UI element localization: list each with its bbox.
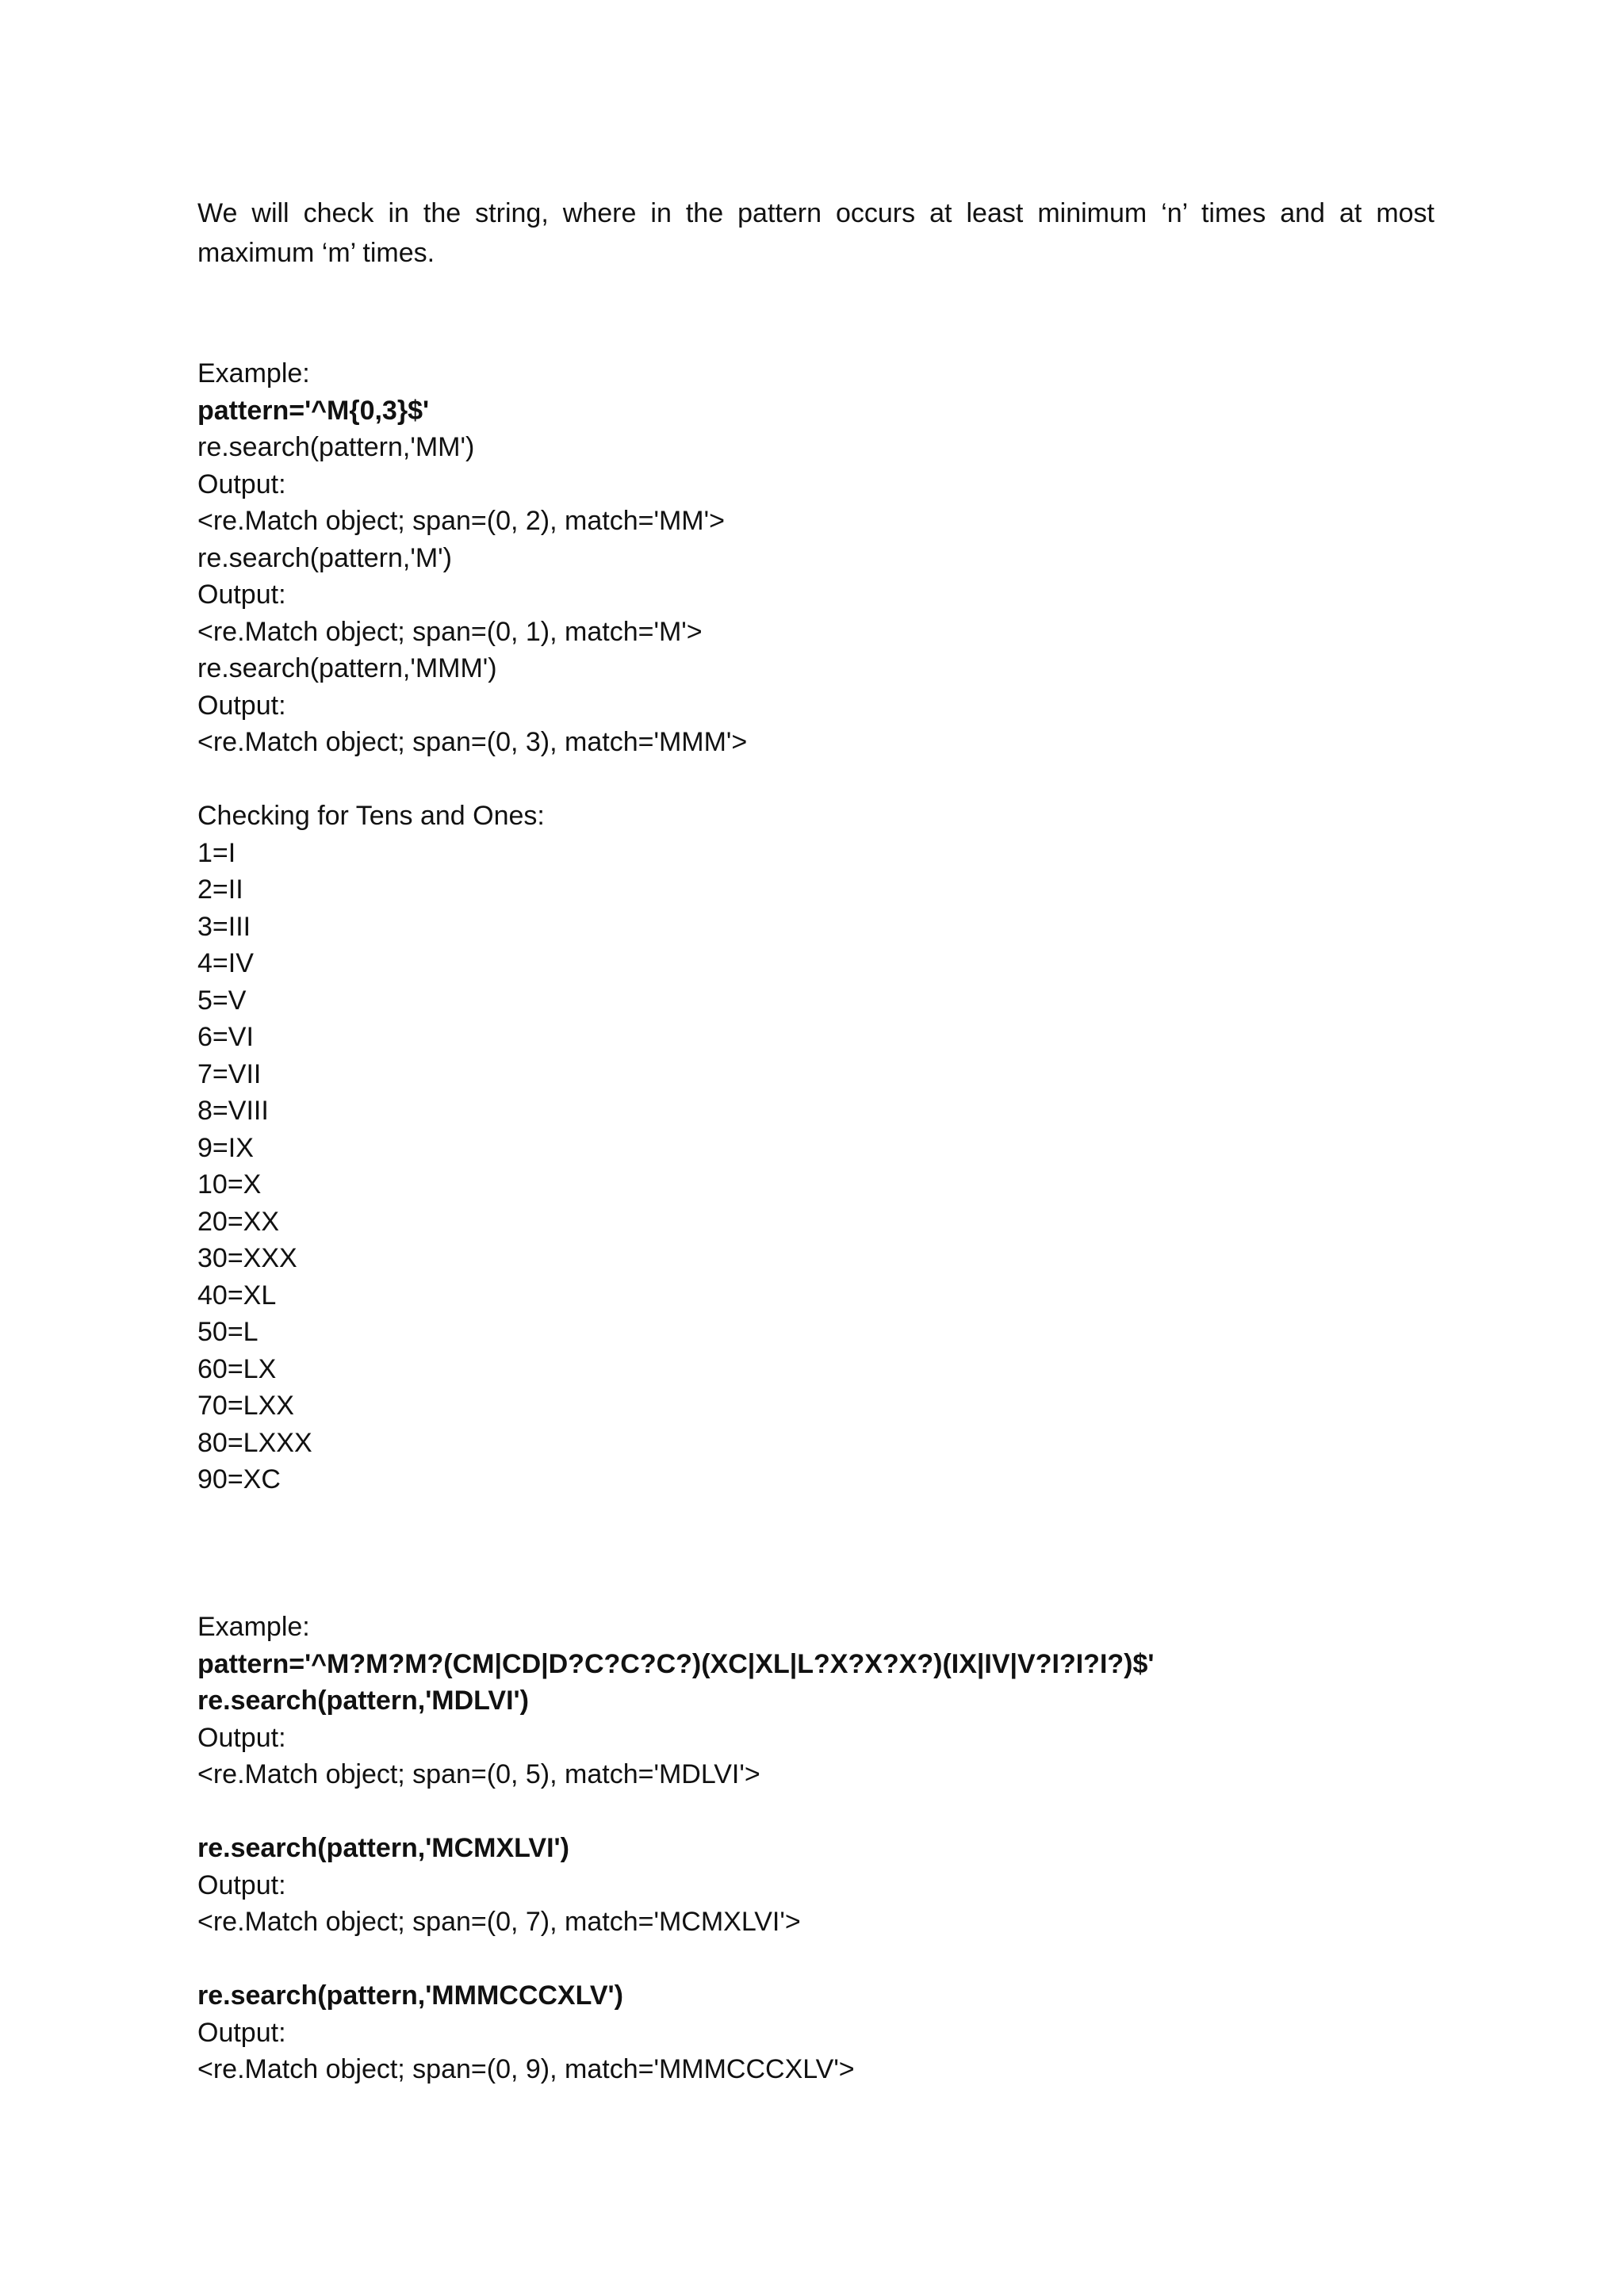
code-line: re.search(pattern,'M') <box>197 542 452 573</box>
example-heading: Example: <box>197 358 310 388</box>
numeral-item: 30=XXX <box>197 1243 297 1273</box>
pattern-line: pattern='^M?M?M?(CM|CD|D?C?C?C?)(XC|XL|L?X?X?X?)(IX|IV|V?I?I?I?)$' <box>197 1648 1155 1679</box>
output-label: Output: <box>197 2017 286 2048</box>
numeral-item: 10=X <box>197 1169 262 1200</box>
numerals-section <box>197 798 1434 1498</box>
search-call: re.search(pattern,'MDLVI') <box>197 1686 529 1716</box>
numeral-item: 80=LXXX <box>197 1427 312 1458</box>
output-result: <re.Match object; span=(0, 9), match='MMMCCCXLV'> <box>197 2054 855 2084</box>
numeral-item: 2=II <box>197 874 243 905</box>
page-content <box>197 193 1434 2088</box>
example-2 <box>197 1609 1434 2088</box>
output-result: <re.Match object; span=(0, 3), match='MMM'> <box>197 727 748 757</box>
example-1 <box>197 355 1434 761</box>
numeral-item: 8=VIII <box>197 1096 269 1126</box>
output-label: Output: <box>197 580 286 610</box>
numeral-item: 6=VI <box>197 1022 254 1052</box>
output-result: <re.Match object; span=(0, 5), match='MDLVI'> <box>197 1759 760 1789</box>
output-label: Output: <box>197 469 286 499</box>
code-line: re.search(pattern,'MM') <box>197 432 475 462</box>
numeral-item: 50=L <box>197 1317 259 1347</box>
search-call: re.search(pattern,'MCMXLVI') <box>197 1833 569 1863</box>
search-call: re.search(pattern,'MMMCCCXLV') <box>197 1980 623 2011</box>
numeral-item: 4=IV <box>197 948 254 978</box>
output-label: Output: <box>197 1722 286 1753</box>
numeral-item: 60=LX <box>197 1353 277 1384</box>
numeral-item: 3=III <box>197 911 251 942</box>
numeral-item: 7=VII <box>197 1058 262 1089</box>
numeral-item: 40=XL <box>197 1280 277 1311</box>
example-heading: Example: <box>197 1612 310 1642</box>
numeral-item: 70=LXX <box>197 1391 294 1421</box>
output-result: <re.Match object; span=(0, 7), match='MCMXLVI'> <box>197 1907 801 1937</box>
section-heading: Checking for Tens and Ones: <box>197 801 545 831</box>
output-result: <re.Match object; span=(0, 2), match='MM'> <box>197 506 725 536</box>
code-line: re.search(pattern,'MMM') <box>197 653 497 683</box>
numeral-item: 90=XC <box>197 1464 281 1494</box>
output-label: Output: <box>197 690 286 721</box>
numeral-item: 1=I <box>197 837 236 868</box>
numeral-item: 9=IX <box>197 1132 254 1163</box>
intro-paragraph: We will check in the string, where in the pattern occurs at least minimum ‘n’ times and at most maximum ‘m’ times. <box>197 198 1434 268</box>
numeral-item: 5=V <box>197 985 247 1016</box>
output-result: <re.Match object; span=(0, 1), match='M'> <box>197 616 703 647</box>
pattern-line: pattern='^M{0,3}$' <box>197 395 430 426</box>
output-label: Output: <box>197 1869 286 1900</box>
numeral-item: 20=XX <box>197 1206 280 1237</box>
